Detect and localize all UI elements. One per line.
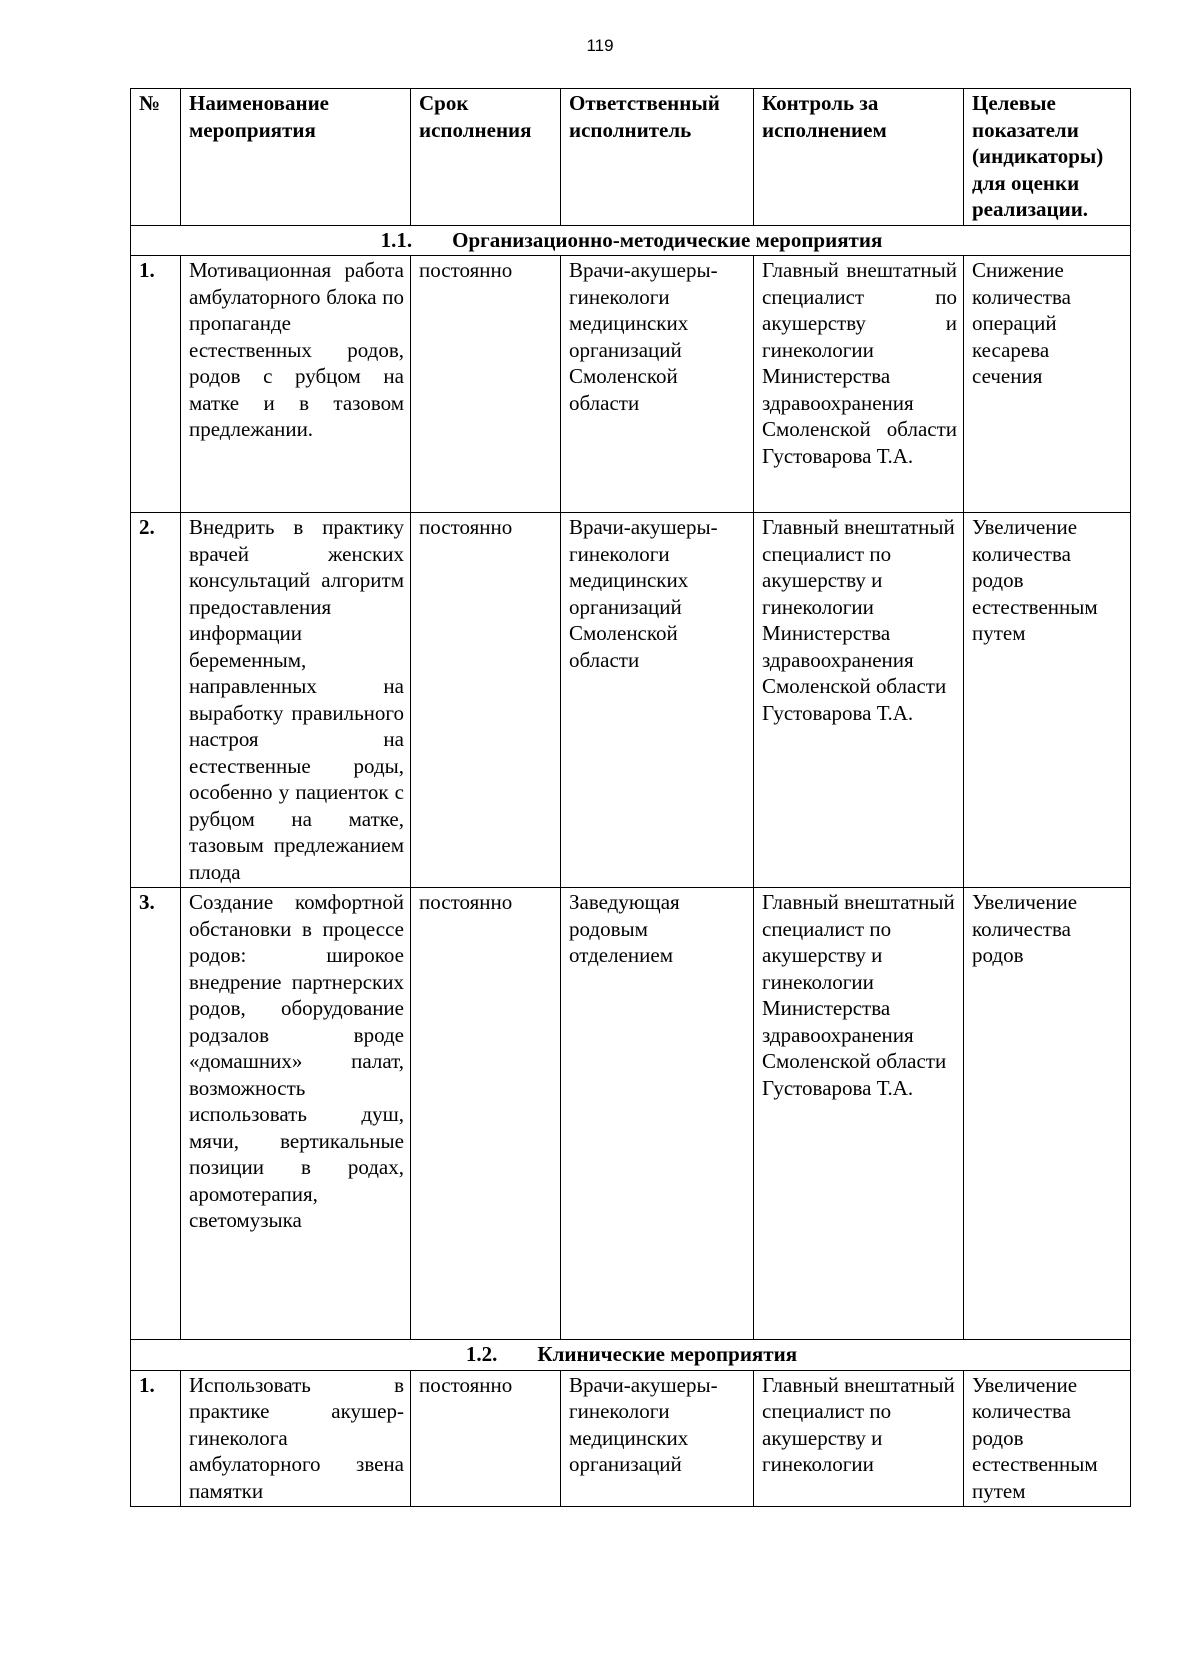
event-name-cell: Создание комфортной обстановки в процессе родов: широкое внедрение партнерских родов, оборудование родзалов вроде «домашних» палат, возможность использовать душ, мячи, вертикальные позиции в родах, аромотерапия, светомузыка bbox=[181, 888, 411, 1340]
table-row bbox=[131, 888, 1131, 1340]
header-target-indicators: Целевые показатели (индикаторы) для оценки реализации. bbox=[964, 89, 1131, 226]
table-row bbox=[131, 1370, 1131, 1507]
control-cell: Главный внештатный специалист по акушерству и гинекологии bbox=[754, 1370, 964, 1507]
header-event-name: Наименование мероприятия bbox=[181, 89, 411, 226]
row-number: 1. bbox=[131, 256, 181, 513]
event-name-cell: Использовать в практике акушер-гинеколога амбулаторного звена памятки bbox=[181, 1370, 411, 1507]
page-number: 119 bbox=[586, 36, 614, 55]
responsible-cell: Заведующая родовым отделением bbox=[561, 888, 754, 1340]
deadline-cell: постоянно bbox=[411, 1370, 561, 1507]
section-row bbox=[131, 225, 1131, 256]
section-number: 1.2. bbox=[465, 1342, 498, 1366]
section-name: Клинические мероприятия bbox=[537, 1342, 798, 1366]
deadline-cell: постоянно bbox=[411, 513, 561, 888]
section-title bbox=[131, 225, 1131, 256]
target-cell: Увеличение количества родов естественным путем bbox=[964, 1370, 1131, 1507]
section-number: 1.1. bbox=[380, 227, 413, 252]
target-cell: Увеличение количества родов естественным путем bbox=[964, 513, 1131, 888]
header-control: Контроль за исполнением bbox=[754, 89, 964, 226]
row-number: 2. bbox=[131, 513, 181, 888]
section-row bbox=[131, 1340, 1131, 1371]
control-cell: Главный внештатный специалист по акушерству и гинекологии Министерства здравоохранения Смоленской области Густоварова Т.А. bbox=[754, 513, 964, 888]
responsible-cell: Врачи-акушеры-гинекологи медицинских организаций Смоленской области bbox=[561, 256, 754, 513]
event-name-cell: Внедрить в практику врачей женских консультаций алгоритм предоставления информации беременным, направленных на выработку правильного настроя на естественные роды, особенно у пациенток с рубцом на матке, тазовым предлежанием плода bbox=[181, 513, 411, 888]
section-title bbox=[131, 1340, 1131, 1371]
table-row bbox=[131, 513, 1131, 888]
action-plan-table bbox=[130, 88, 1131, 1507]
row-number: 3. bbox=[131, 888, 181, 1340]
section-name: Организационно-методические мероприятия bbox=[452, 227, 883, 252]
deadline-cell: постоянно bbox=[411, 888, 561, 1340]
control-cell: Главный внештатный специалист по акушерству и гинекологии Министерства здравоохранения Смоленской области Густоварова Т.А. bbox=[754, 888, 964, 1340]
table-header-row bbox=[131, 89, 1131, 226]
target-cell: Увеличение количества родов bbox=[964, 888, 1131, 1340]
header-responsible: Ответственный исполнитель bbox=[561, 89, 754, 226]
target-cell: Снижение количества операций кесарева сечения bbox=[964, 256, 1131, 513]
row-number: 1. bbox=[131, 1370, 181, 1507]
deadline-cell: постоянно bbox=[411, 256, 561, 513]
control-cell: Главный внештатный специалист по акушерству и гинекологии Министерства здравоохранения Смоленской области Густоварова Т.А. bbox=[754, 256, 964, 513]
responsible-cell: Врачи-акушеры-гинекологи медицинских организаций Смоленской области bbox=[561, 513, 754, 888]
responsible-cell: Врачи-акушеры-гинекологи медицинских организаций bbox=[561, 1370, 754, 1507]
header-deadline: Срок исполнения bbox=[411, 89, 561, 226]
header-number: № bbox=[131, 89, 181, 226]
event-name-cell: Мотивационная работа амбулаторного блока по пропаганде естественных родов, родов с рубцом на матке и в тазовом предлежании. bbox=[181, 256, 411, 513]
table-row bbox=[131, 256, 1131, 513]
